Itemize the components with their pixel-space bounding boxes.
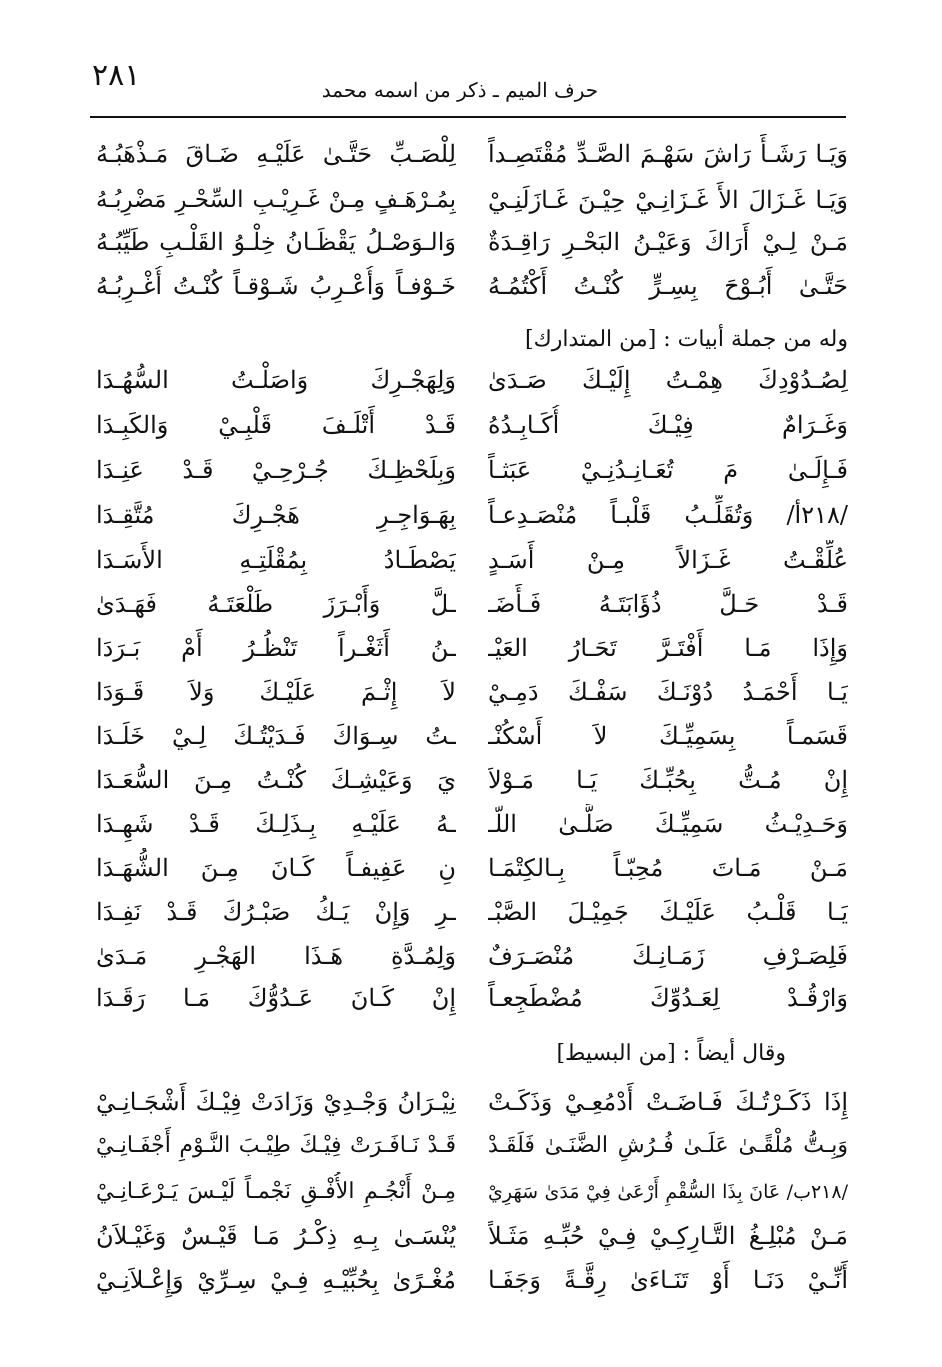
verse-ajuz: ـتُ سِـوَاكَ فَـدَيْتُـكَ لِـيْ خَلَـدَا xyxy=(96,722,456,750)
verse-sadr: مَـنْ مُبْلِـغُ التَّـارِكِـيْ فِـيْ حُبِّـهِ مَثَـلاً xyxy=(488,1222,848,1250)
verse-ajuz: ـرِ وَإِنْ يَـكُ صَبْـرُكَ قَـدْ نَفِـدَا xyxy=(96,898,456,926)
poem-intro: وله من جملة أبيات : [من المتدارك] xyxy=(525,327,848,352)
verse-sadr: فَـإِلَـىٰ مَ تُعَـانِـدُنِـيْ عَبَثـاً xyxy=(488,456,848,484)
verse-sadr: مَـنْ لِـيْ أَرَاكَ وَعَيْـنُ البَحْـرِ رَاقِـدَةٌ xyxy=(488,228,848,256)
verse-ajuz: ـلَّ وَأَبْـرَزَ طَلْعَتَـهُ فَهَـدَىٰ xyxy=(96,590,456,618)
verse-sadr: /٢١٨ب/ عَانَ بِذَا السُّقْمِ أَرْعَىٰ فِيْ مَدَىٰ سَهَرِيْ xyxy=(488,1181,848,1203)
verse-sadr: قَـدْ حَـلَّ ذُؤَابَتَـهُ فَـأَضَـ xyxy=(488,590,848,618)
verse-ajuz: ـنُ أَثَغْـراً تَنْظُـرُ أَمْ بَـرَدَا xyxy=(96,634,456,662)
verse-sadr: مَـنْ مَـاتَ مُحِبّـاً بِـالكِتْمَـا xyxy=(488,854,848,882)
verse-ajuz: وَبِلَحْظِـكَ جُـرْحِـيْ قَـدْ عَنِـدَا xyxy=(96,456,456,484)
verse-ajuz: بِمُـرْهَـفٍ مِـنْ غَـرِيْـبِ السِّحْـرِ مَضْرِبُـهُ xyxy=(96,187,456,213)
verse-sadr: /٢١٨أ/ وَتُقَلِّـبُ قَلْبـاً مُنْصَـدِعـاً xyxy=(488,501,848,529)
verse-ajuz: خَـوْفـاً وَأُعْـرِبُ شَـوْقـاً كُنْـتُ أُغْـرِبُـهُ xyxy=(96,272,456,300)
verse-sadr: إِذَا ذَكَـرْتُـكَ فَـاضَـتْ أَدْمُعِـيْ وَذَكَـتْ xyxy=(488,1088,848,1116)
verse-sadr: أَنِّـيْ دَنَـا أَوْ تَنَـاءَىٰ رِقَّـةً وَجَفَـا xyxy=(488,1266,848,1294)
verse-sadr: إِنْ مُـتُّ بِحُبِّـكَ يَـا مَـوْلاَ xyxy=(488,766,848,794)
verse-sadr: فَلِصَـرْفِ زَمَـانِـكَ مُنْصَـرَفٌ xyxy=(488,942,848,970)
verse-ajuz: بِهَـوَاجِـرِ هَجْـرِكَ مُتَّقِـدَا xyxy=(96,501,456,529)
verse-ajuz: مُغْـرًىٰ بِحُبِّيْـهِ فِـيْ سِـرِّيْ وَإِعْـلاَنِـيْ xyxy=(96,1266,456,1294)
verse-sadr: يَـا قَلْـبُ عَلَيْـكَ جَمِيْـلَ الصَّبْـ xyxy=(488,898,848,926)
verse-sadr: يَـا أَحْمَـدُ دُوْنَـكَ سَفْـكَ دَمِـيْ xyxy=(488,678,848,706)
verse-ajuz: قَـدْ أَتْلَـفَ قَلْبِـيْ وَالكَبِـدَا xyxy=(96,411,456,439)
verse-sadr: عُلِّقْـتُ غَـزَالاً مِـنْ أَسَـدٍ xyxy=(488,546,848,574)
verse-ajuz: نِيْـرَانُ وَجْـدِيْ وَزَادَتْ فِيْـكَ أَشْجَـانِـيْ xyxy=(96,1088,456,1116)
page-number: ٢٨١ xyxy=(92,58,141,93)
verse-sadr: لِصُـدُوْدِكَ هِمْـتُ إِلَيْـكَ صَـدَىٰ xyxy=(488,366,848,394)
verse-sadr: وَبِـتُّ مُلْقًـىٰ عَلَـىٰ فُـرُشِ الضَّنَـىٰ فَلَقَـدْ xyxy=(488,1133,848,1158)
verse-sadr: وَيَـا رَشَـأً رَاشَ سَهْـمَ الصَّـدِّ مُقْتَصِـداً xyxy=(488,140,848,168)
verse-sadr: وَغَـرَامٌ فِيْـكَ أُكَـابِـدُهُ xyxy=(488,411,848,439)
verse-sadr: وَإِذَا مَـا أَفْتَـرَّ تَحَـارُ العَيْـ xyxy=(488,634,848,662)
verse-ajuz: وَالـوَصْـلُ يَقْظَـانُ خِلْـوُ القَلْـبِ طَيِّبُـهُ xyxy=(96,228,456,256)
verse-ajuz: لِلْصَـبِّ حَتَّـىٰ عَلَيْـهِ ضَـاقَ مَـذْهَبُـهُ xyxy=(96,140,456,168)
verse-ajuz: وَلِمُـدَّةِ هَـذَا الهَجْـرِ مَـدَىٰ xyxy=(96,942,456,970)
verse-sadr: وَيَـا غَـزَالَ الأَ غَـزَانِـيْ حِيْـنَ غَـازَلَنِـيْ xyxy=(488,186,848,214)
verse-sadr: قَسَمـاً بِسَمِيِّـكَ لاَ أَسْكُنْـ xyxy=(488,722,848,750)
verse-sadr: حَتَّـىٰ أَبُـوْحَ بِسِـرٍّ كُنْـتُ أَكْتُمُـهُ xyxy=(488,272,848,300)
verse-ajuz: وَلِهَجْـرِكَ وَاصَلْـتُ السُّهُـدَا xyxy=(96,366,456,394)
poem-intro: وقال أيضاً : [من البسيط] xyxy=(556,1041,786,1066)
verse-ajuz: نِ عَفِيفـاً كَـانَ مِـنَ الشُّهَـدَا xyxy=(96,854,456,882)
verse-ajuz: قَـدْ نَـافَـرَتْ فِيْـكَ طِيْـبَ النَّـوْمِ أَجْفَـانِـيْ xyxy=(96,1133,456,1158)
verse-ajuz: مِـنْ أَنْجُـمِ الأُفْـقِ نَجْمـاً لَيْـسَ يَـرْعَـانِـيْ xyxy=(96,1179,456,1204)
verse-ajuz: إِنْ كَـانَ عَـدُوُّكَ مَـا رَقَـدَا xyxy=(96,984,456,1012)
verse-ajuz: ـهُ عَلَيْـهِ بِـذَلِـكَ قَـدْ شَهِـدَا xyxy=(96,810,456,838)
verse-ajuz: يَ وَعَيْشِـكَ كُنْـتُ مِـنَ السُّعَـدَا xyxy=(96,766,456,794)
verse-ajuz: يُنْسَـىٰ بِـهِ ذِكْـرُ مَـا قَيْـسٌ وَغَيْـلاَنُ xyxy=(96,1222,456,1250)
verse-sadr: وَارْقُـدْ لِعَـدُوِّكَ مُضْطَجِعـاً xyxy=(488,984,848,1012)
verse-sadr: وَحَـدِيْـثُ سَمِيِّـكَ صَلَّـىٰ اللّـ xyxy=(488,810,848,838)
running-head: حرف الميم ـ ذكر من اسمه محمد xyxy=(321,78,599,102)
header-rule xyxy=(90,116,846,118)
verse-ajuz: لاَ إِثْـمَ عَلَيْـكَ وَلاَ قَـوَدَا xyxy=(96,678,456,706)
verse-ajuz: يَصْطَـادُ بِمُقْلَتِـهِ الأَسَـدَا xyxy=(96,546,456,574)
